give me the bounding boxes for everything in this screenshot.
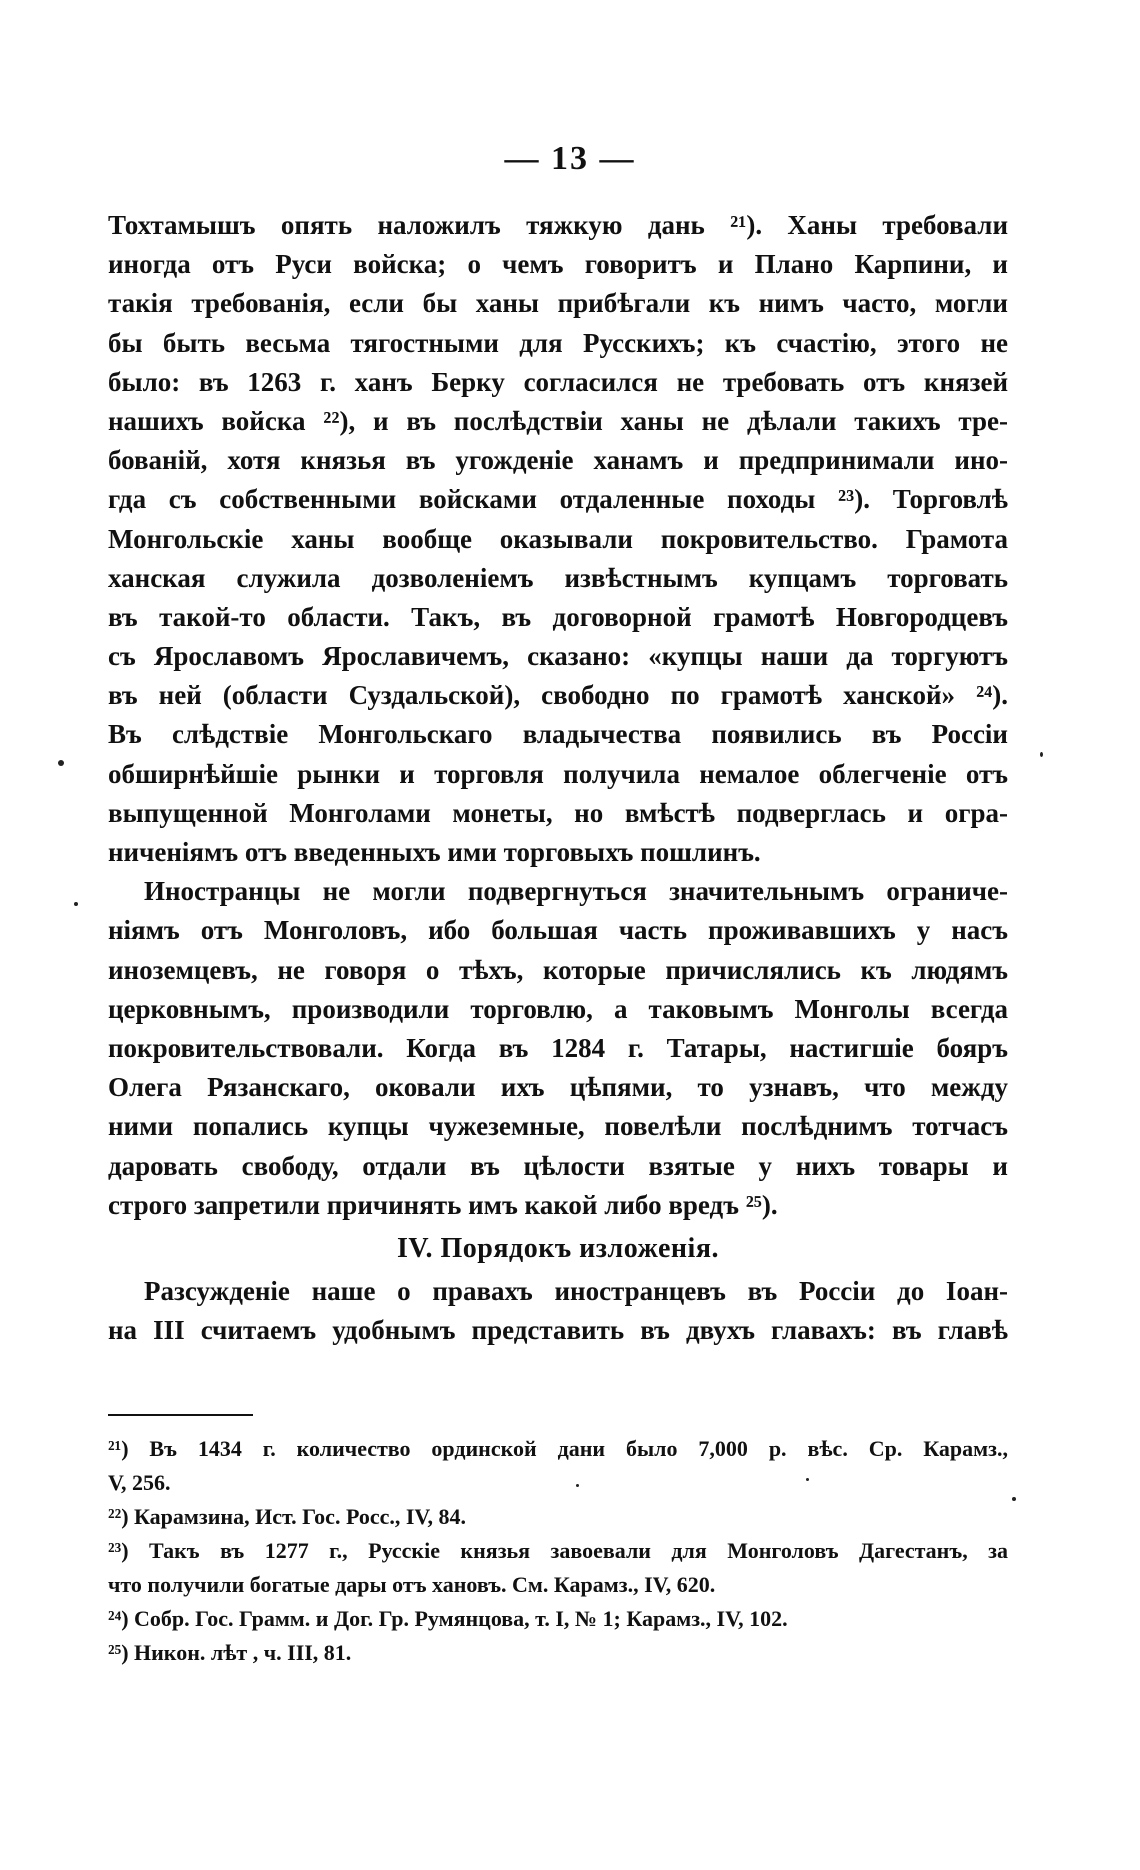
text-line: въ ней (области Суздальской), свободно по грамотѣ ханской» ²⁴). [108,680,1008,711]
scan-speck [58,760,64,766]
scan-speck [1012,1497,1016,1501]
text-line: было: въ 1263 г. ханъ Берку согласился не требовать отъ князей [108,366,1008,397]
text-line: нашихъ войска ²²), и въ послѣдствіи ханы не дѣлали такихъ тре- [108,405,1008,436]
text-line: Олега Рязанскаго, оковали ихъ цѣпями, то узнавъ, что между [108,1072,1008,1103]
text-line: Въ слѣдствіе Монгольскаго владычества появились въ Россіи [108,719,1008,750]
text-line: съ Ярославомъ Ярославичемъ, сказано: «купцы наши да торгуютъ [108,641,1008,672]
footnote-line: V, 256. [108,1470,171,1495]
footnote-line: ²⁴) Собр. Гос. Грамм. и Дог. Гр. Румянцова, т. I, № 1; Карамз., IV, 102. [108,1606,788,1631]
section-heading: IV. Порядокъ изложенія. [397,1232,719,1264]
footnote-line: ²⁵) Никон. лѣт , ч. III, 81. [108,1640,352,1665]
text-line: бованій, хотя князья въ угожденіе ханамъ и предпринимали ино- [108,445,1008,476]
text-line: иногда отъ Руси войска; о чемъ говоритъ и Плано Карпини, и [108,249,1008,280]
text-line: гда съ собственными войсками отдаленные походы ²³). Торговлѣ [108,484,1008,515]
footnote-line: ²²) Карамзина, Ист. Гос. Росс., IV, 84. [108,1504,466,1529]
text-line: на III считаемъ удобнымъ представить въ двухъ главахъ: въ главѣ [108,1315,1008,1346]
text-line: Иностранцы не могли подвергнуться значительнымъ ограниче- [144,876,1008,907]
footnote-line: что получили богатые дары отъ хановъ. См. Карамз., IV, 620. [108,1572,716,1597]
text-line: Монгольскіе ханы вообще оказывали покровительство. Грамота [108,523,1008,554]
text-line: въ такой-то области. Такъ, въ договорной грамотѣ Новгородцевъ [108,601,1008,632]
main-text [108,206,1008,1350]
text-line: ними попались купцы чужеземные, повелѣли послѣднимъ тотчасъ [108,1111,1008,1142]
text-line: покровительствовали. Когда въ 1284 г. Татары, настигшіе бояръ [108,1032,1008,1063]
text-line: бы быть весьма тягостными для Русскихъ; къ счастію, этого не [108,327,1008,358]
footnotes [108,1432,1008,1670]
text-line: строго запретили причинять имъ какой либо вредъ ²⁵). [108,1189,778,1220]
text-line: обширнѣйшіе рынки и торговля получила немалое облегченіе отъ [108,758,1008,789]
scan-speck [576,1484,579,1487]
text-line: Разсужденіе наше о правахъ иностранцевъ въ Россіи до Іоан- [144,1276,1008,1307]
text-line: ниченіямъ отъ введенныхъ ими торговыхъ пошлинъ. [108,837,761,867]
text-line: ханская служила дозволеніемъ извѣстнымъ купцамъ торговать [108,562,1008,593]
text-line: иноземцевъ, не говоря о тѣхъ, которые причислялись къ людямъ [108,954,1008,985]
scan-speck [1040,752,1043,757]
scan-speck [806,1478,809,1481]
scan-speck [74,902,78,906]
footnote-line: ²³) Такъ въ 1277 г., Русскіе князья завоевали для Монголовъ Дагестанъ, за [108,1538,1008,1563]
text-line: Тохтамышъ опять наложилъ тяжкую дань ²¹). Ханы требовали [108,210,1008,240]
text-line: такія требованія, если бы ханы прибѣгали къ нимъ часто, могли [108,288,1008,319]
page-number: — 13 — [504,140,636,177]
footnote-line: ²¹) Въ 1434 г. количество ординской дани было 7,000 р. вѣс. Ср. Карамз., [108,1436,1008,1461]
footnote-divider [108,1414,253,1416]
text-line: даровать свободу, отдали въ цѣлости взятые у нихъ товары и [108,1150,1008,1181]
text-line: церковнымъ, производили торговлю, а таковымъ Монголы всегда [108,993,1008,1024]
text-line: выпущенной Монголами монеты, но вмѣстѣ подверглась и огра- [108,797,1008,828]
text-line: ніямъ отъ Монголовъ, ибо большая часть проживавшихъ у насъ [108,915,1008,946]
